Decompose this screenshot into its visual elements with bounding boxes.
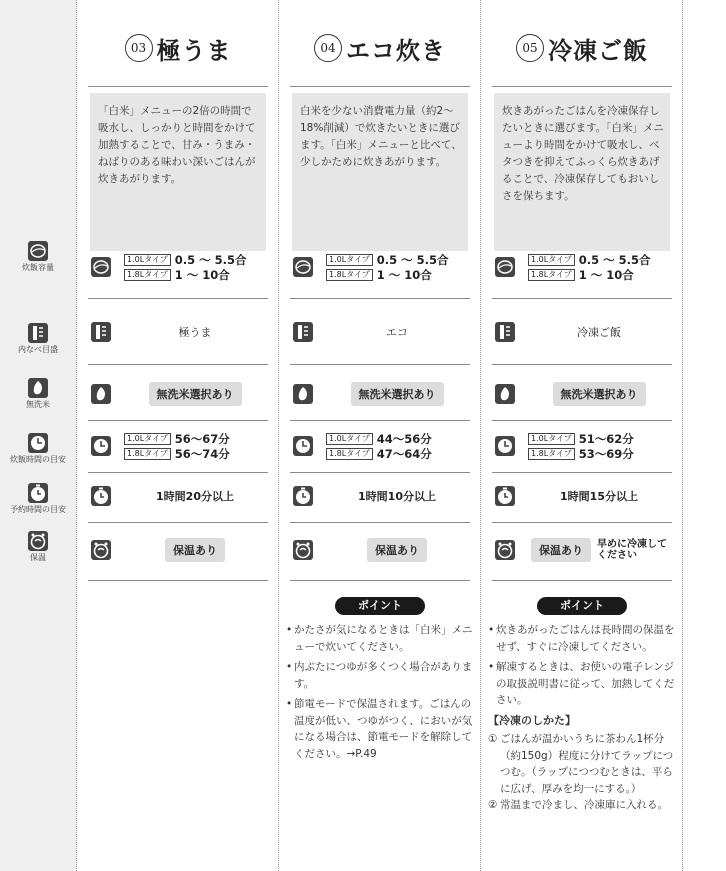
keep-warm-badge: 保温あり xyxy=(367,538,427,562)
capacity-row xyxy=(482,245,682,289)
cook-time-row xyxy=(78,424,278,468)
point-label: ポイント xyxy=(335,597,425,615)
capacity-value: 1 ～ 10合 xyxy=(376,267,432,282)
menu-column-eco xyxy=(280,0,480,871)
list-item: ① ごはんが温かいうちに茶わん1杯分（約150g）程度に分けてラップにつつむ。（ラップにつつむときは、平らに広げ、厚みを均一にする。） xyxy=(488,733,674,795)
inner-pot-scale-icon xyxy=(27,322,49,344)
capacity-value: 1 ～ 10合 xyxy=(578,267,634,282)
clock-icon xyxy=(494,435,516,457)
column-title xyxy=(280,28,480,68)
sidebar-item-label: 内なべ目盛 xyxy=(18,345,58,354)
timer-icon xyxy=(494,485,516,507)
musenmai-row xyxy=(78,372,278,416)
type-tag: 1.8Lタイプ xyxy=(528,269,575,281)
reserve-row xyxy=(78,474,278,518)
type-tag: 1.8Lタイプ xyxy=(326,269,373,281)
menu-description: 白米を少ない消費電力量（約2～18%削減）で炊きたいときに選びます。「白米」メニューと比べて、少しかために炊きあがります。 xyxy=(292,93,468,251)
type-tag: 1.8Lタイプ xyxy=(124,448,171,460)
cook-time-value: 53～69分 xyxy=(578,446,634,461)
column-divider xyxy=(480,0,481,871)
sidebar-item-label: 保温 xyxy=(30,553,46,562)
rice-volume-icon xyxy=(494,256,516,278)
keep-warm-note: 早めに冷凍してください xyxy=(597,539,667,561)
scale-row xyxy=(280,310,480,354)
scale-value: 冷凍ご飯 xyxy=(577,326,621,339)
clock-icon xyxy=(90,435,112,457)
keep-warm-icon xyxy=(90,539,112,561)
divider xyxy=(88,580,268,581)
sidebar-item-musenmai xyxy=(0,377,76,410)
list-item: • 節電モードで保温されます。ごはんの温度が低い、つゆがつく、においが気になる場合は、節電モードを解除してください。→P.49 xyxy=(286,698,473,760)
menu-number: 05 xyxy=(516,34,544,62)
type-tag: 1.8Lタイプ xyxy=(124,269,171,281)
column-divider xyxy=(76,0,77,871)
reserve-value: 1時間10分以上 xyxy=(358,490,436,503)
musenmai-icon xyxy=(90,383,112,405)
musenmai-row xyxy=(482,372,682,416)
timer-icon xyxy=(292,485,314,507)
type-tag: 1.8Lタイプ xyxy=(528,448,575,460)
type-tag: 1.0Lタイプ xyxy=(528,433,575,445)
cook-time-value: 51～62分 xyxy=(578,431,634,446)
musenmai-icon xyxy=(292,383,314,405)
timer-icon xyxy=(27,482,49,504)
sidebar-item-capacity xyxy=(0,240,76,273)
keep-warm-row xyxy=(482,528,682,572)
cook-time-row xyxy=(280,424,480,468)
divider xyxy=(88,522,268,523)
keep-warm-icon xyxy=(494,539,516,561)
list-item: • 解凍するときは、お使いの電子レンジの取扱説明書に従って、加熱してください。 xyxy=(488,661,675,706)
divider xyxy=(88,298,268,299)
divider xyxy=(290,420,470,421)
type-tag: 1.0Lタイプ xyxy=(528,254,575,266)
menu-title: エコ炊き xyxy=(346,35,446,65)
menu-description: 「白米」メニューの2倍の時間で吸水し、しっかりと時間をかけて加熱することで、甘み・うまみ・ねばりのある味わい深いごはんが炊きあがります。 xyxy=(90,93,266,251)
sidebar-item-label: 無洗米 xyxy=(26,400,50,409)
menu-title: 冷凍ご飯 xyxy=(548,35,648,65)
capacity-value: 0.5 ～ 5.5合 xyxy=(376,252,449,267)
divider xyxy=(492,522,672,523)
sidebar-item-label: 予約時間の目安 xyxy=(10,505,66,514)
menu-column-gokuuma xyxy=(78,0,278,871)
divider xyxy=(290,298,470,299)
musenmai-icon xyxy=(494,383,516,405)
divider xyxy=(88,86,268,87)
sidebar-item-scale xyxy=(0,322,76,355)
menu-column-frozen-rice xyxy=(482,0,682,871)
keep-warm-row xyxy=(78,528,278,572)
divider xyxy=(492,86,672,87)
rice-volume-icon xyxy=(27,240,49,262)
menu-title: 極うま xyxy=(156,35,232,65)
column-divider xyxy=(278,0,279,871)
cook-time-value: 44～56分 xyxy=(376,431,432,446)
inner-pot-scale-icon xyxy=(494,321,516,343)
keep-warm-badge: 保温あり xyxy=(531,538,591,562)
type-tag: 1.8Lタイプ xyxy=(326,448,373,460)
keep-warm-icon xyxy=(292,539,314,561)
divider xyxy=(492,472,672,473)
keep-warm-row xyxy=(280,528,480,572)
type-tag: 1.0Lタイプ xyxy=(326,433,373,445)
type-tag: 1.0Lタイプ xyxy=(124,433,171,445)
point-list xyxy=(488,622,678,814)
column-divider xyxy=(682,0,683,871)
sidebar-item-label: 炊飯時間の目安 xyxy=(10,455,66,464)
menu-number: 03 xyxy=(125,34,153,62)
capacity-value: 0.5 ～ 5.5合 xyxy=(174,252,247,267)
point-list xyxy=(286,622,476,766)
freeze-heading: 【冷凍のしかた】 xyxy=(488,713,576,727)
point-label: ポイント xyxy=(537,597,627,615)
column-title xyxy=(482,28,682,68)
type-tag: 1.0Lタイプ xyxy=(124,254,171,266)
column-title xyxy=(78,28,278,68)
reserve-value: 1時間20分以上 xyxy=(156,490,234,503)
type-tag: 1.0Lタイプ xyxy=(326,254,373,266)
capacity-value: 0.5 ～ 5.5合 xyxy=(578,252,651,267)
capacity-row xyxy=(280,245,480,289)
divider xyxy=(290,364,470,365)
reserve-row xyxy=(280,474,480,518)
keep-warm-icon xyxy=(27,530,49,552)
divider xyxy=(88,472,268,473)
cook-time-value: 56～67分 xyxy=(174,431,230,446)
rice-volume-icon xyxy=(292,256,314,278)
inner-pot-scale-icon xyxy=(292,321,314,343)
divider xyxy=(492,298,672,299)
keep-warm-badge: 保温あり xyxy=(165,538,225,562)
sidebar-item-cook-time xyxy=(0,432,76,465)
capacity-row xyxy=(78,245,278,289)
list-item: • かたさが気になるときは「白米」メニューで炊いてください。 xyxy=(286,624,473,653)
musenmai-badge: 無洗米選択あり xyxy=(351,382,444,406)
scale-row xyxy=(78,310,278,354)
divider xyxy=(290,86,470,87)
reserve-row xyxy=(482,474,682,518)
musenmai-badge: 無洗米選択あり xyxy=(553,382,646,406)
divider xyxy=(290,522,470,523)
sidebar-item-label: 炊飯容量 xyxy=(22,263,54,272)
divider xyxy=(492,420,672,421)
scale-row xyxy=(482,310,682,354)
divider xyxy=(290,472,470,473)
menu-number: 04 xyxy=(314,34,342,62)
cook-time-value: 47～64分 xyxy=(376,446,432,461)
list-item: ② 常温まで冷まし、冷凍庫に入れる。 xyxy=(488,799,668,811)
divider xyxy=(492,364,672,365)
reserve-value: 1時間15分以上 xyxy=(560,490,638,503)
divider xyxy=(88,364,268,365)
clock-icon xyxy=(292,435,314,457)
sidebar-item-keep-warm xyxy=(0,530,76,563)
cook-time-value: 56～74分 xyxy=(174,446,230,461)
musenmai-icon xyxy=(27,377,49,399)
sidebar-item-reserve xyxy=(0,482,76,515)
list-item: • 炊きあがったごはんは長時間の保温をせず、すぐに冷凍してください。 xyxy=(488,624,675,653)
cook-time-row xyxy=(482,424,682,468)
scale-value: エコ xyxy=(386,326,408,339)
divider xyxy=(290,580,470,581)
menu-description: 炊きあがったごはんを冷凍保存したいときに選びます。「白米」メニューより時間をかけて吸水し、ベタつきを抑えてふっくら炊きあげることで、冷凍保存してもおいしさを保ちます。 xyxy=(494,93,670,251)
scale-value: 極うま xyxy=(178,326,212,339)
inner-pot-scale-icon xyxy=(90,321,112,343)
clock-icon xyxy=(27,432,49,454)
rice-volume-icon xyxy=(90,256,112,278)
musenmai-badge: 無洗米選択あり xyxy=(149,382,242,406)
capacity-value: 1 ～ 10合 xyxy=(174,267,230,282)
divider xyxy=(492,580,672,581)
list-item: • 内ぶたにつゆが多くつく場合があります。 xyxy=(286,661,473,690)
musenmai-row xyxy=(280,372,480,416)
divider xyxy=(88,420,268,421)
timer-icon xyxy=(90,485,112,507)
